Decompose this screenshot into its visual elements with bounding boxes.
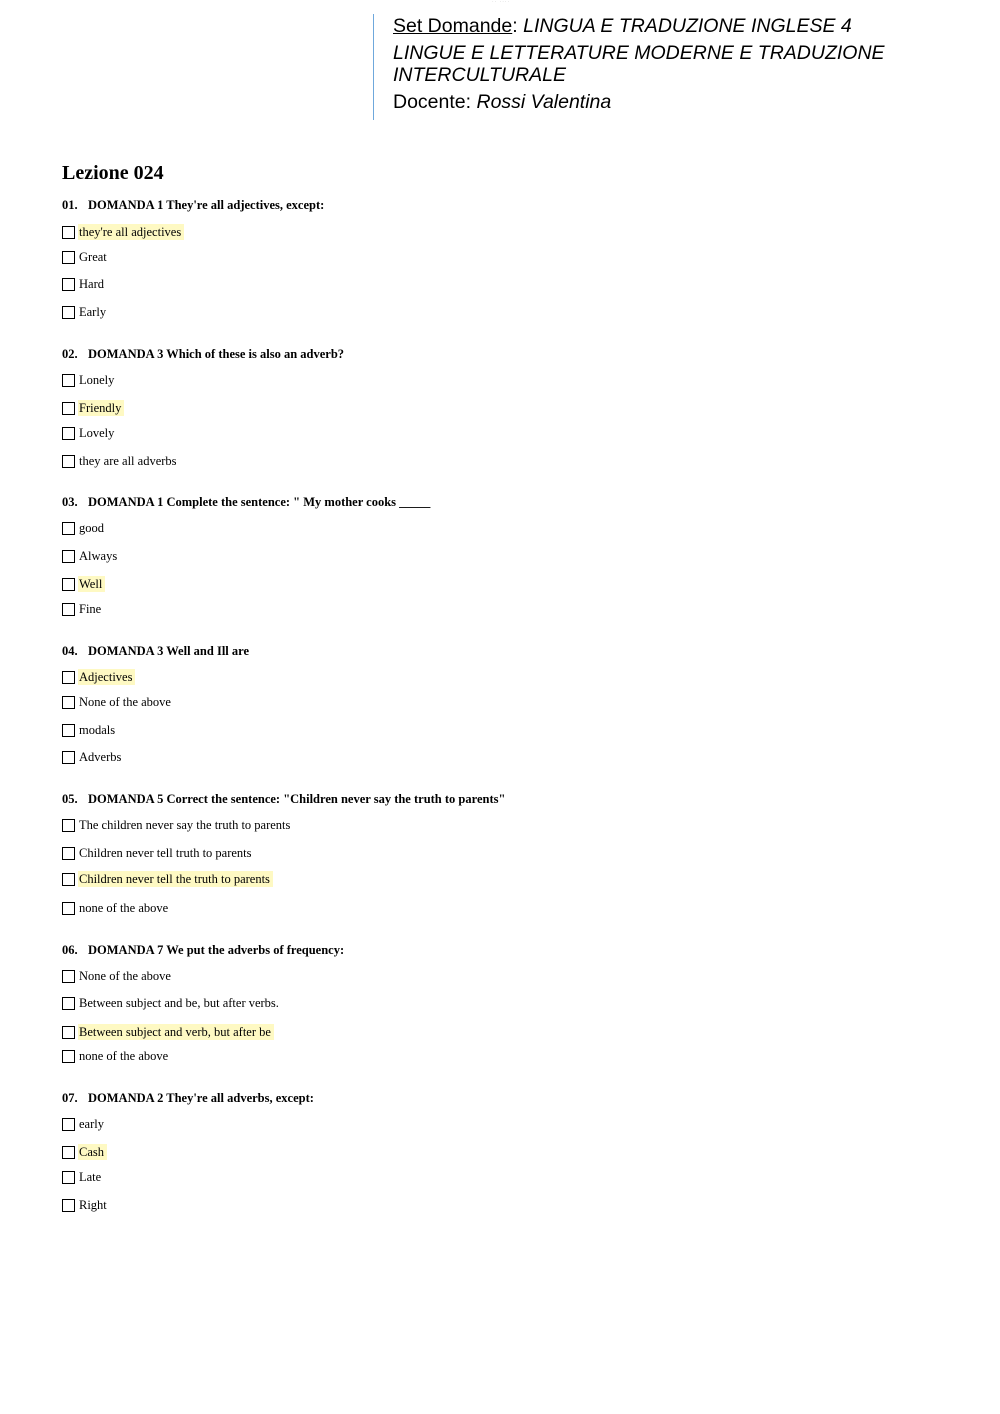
- checkbox[interactable]: [62, 819, 75, 832]
- answer-option[interactable]: [62, 399, 124, 417]
- teacher-label: Docente:: [393, 91, 472, 113]
- answer-option[interactable]: [62, 275, 107, 293]
- option-text: none of the above: [79, 901, 169, 915]
- question-title: [62, 789, 942, 809]
- option-text: Cash: [78, 1144, 107, 1160]
- answer-option[interactable]: [62, 693, 174, 711]
- answer-option[interactable]: [62, 816, 293, 834]
- option-text: Late: [79, 1170, 102, 1184]
- option-text: Well: [78, 576, 105, 592]
- answer-option[interactable]: [62, 303, 109, 321]
- teacher-line: [393, 91, 903, 113]
- option-text: modals: [79, 723, 116, 737]
- answer-option[interactable]: [62, 547, 120, 565]
- answer-option[interactable]: [62, 223, 184, 241]
- set-label: Set Domande: [393, 15, 513, 37]
- question-title: [62, 1088, 942, 1108]
- checkbox[interactable]: [62, 278, 75, 291]
- option-text: none of the above: [79, 1049, 169, 1063]
- option-text: they are all adverbs: [79, 454, 177, 468]
- checkbox[interactable]: [62, 522, 75, 535]
- top-marker: ·· ····: [492, 0, 511, 5]
- answer-option[interactable]: [62, 844, 255, 862]
- checkbox[interactable]: [62, 751, 75, 764]
- option-text: Lovely: [79, 426, 115, 440]
- answer-option[interactable]: [62, 600, 104, 618]
- option-text: Always: [79, 549, 118, 563]
- checkbox[interactable]: [62, 1050, 75, 1063]
- option-text: Great: [79, 250, 107, 264]
- checkbox[interactable]: [62, 671, 75, 684]
- option-text: Adverbs: [79, 750, 122, 764]
- question-02: [62, 344, 942, 468]
- program-name: LINGUE E LETTERATURE MODERNE E TRADUZIONE INTERCULTURALE: [393, 42, 885, 86]
- question-text: DOMANDA 7 We put the adverbs of frequency:: [88, 943, 345, 957]
- question-title: [62, 940, 942, 960]
- option-text: Right: [79, 1198, 107, 1212]
- answer-option[interactable]: [62, 519, 107, 537]
- checkbox[interactable]: [62, 374, 75, 387]
- question-number: 03.: [62, 495, 78, 509]
- answer-option[interactable]: [62, 248, 110, 266]
- answer-option[interactable]: [62, 870, 273, 888]
- option-text: Adjectives: [78, 669, 135, 685]
- checkbox[interactable]: [62, 1146, 75, 1159]
- question-title: [62, 344, 942, 364]
- answer-option[interactable]: [62, 1115, 107, 1133]
- checkbox[interactable]: [62, 1171, 75, 1184]
- answer-option[interactable]: [62, 1047, 171, 1065]
- checkbox[interactable]: [62, 578, 75, 591]
- document-header: [373, 14, 914, 120]
- checkbox[interactable]: [62, 902, 75, 915]
- answer-option[interactable]: [62, 967, 174, 985]
- checkbox[interactable]: [62, 1199, 75, 1212]
- question-03: [62, 492, 942, 616]
- checkbox[interactable]: [62, 550, 75, 563]
- checkbox[interactable]: [62, 402, 75, 415]
- question-text: DOMANDA 1 Complete the sentence: " My mother cooks _____: [88, 495, 431, 509]
- question-text: DOMANDA 3 Well and Ill are: [88, 644, 250, 658]
- answer-option[interactable]: [62, 668, 135, 686]
- course-line: [393, 15, 903, 37]
- teacher-name: Rossi Valentina: [476, 91, 612, 113]
- option-text: Children never tell the truth to parents: [78, 871, 273, 887]
- question-number: 07.: [62, 1091, 78, 1105]
- answer-option[interactable]: [62, 1168, 104, 1186]
- answer-option[interactable]: [62, 575, 105, 593]
- question-text: DOMANDA 2 They're all adverbs, except:: [88, 1091, 314, 1105]
- checkbox[interactable]: [62, 1026, 75, 1039]
- option-text: Friendly: [78, 400, 124, 416]
- option-text: Lonely: [79, 373, 115, 387]
- answer-option[interactable]: [62, 1196, 110, 1214]
- checkbox[interactable]: [62, 724, 75, 737]
- answer-option[interactable]: [62, 899, 171, 917]
- question-number: 04.: [62, 644, 78, 658]
- question-text: DOMANDA 5 Correct the sentence: "Children never say the truth to parents": [88, 792, 506, 806]
- question-text: DOMANDA 1 They're all adjectives, except:: [88, 198, 325, 212]
- checkbox[interactable]: [62, 603, 75, 616]
- option-text: they're all adjectives: [78, 224, 184, 240]
- option-text: The children never say the truth to parents: [79, 818, 291, 832]
- question-05: [62, 789, 942, 915]
- option-text: good: [79, 521, 104, 535]
- answer-option[interactable]: [62, 452, 180, 470]
- answer-option[interactable]: [62, 1023, 274, 1041]
- set-separator: :: [512, 15, 518, 37]
- answer-option[interactable]: [62, 371, 117, 389]
- checkbox[interactable]: [62, 251, 75, 264]
- option-text: Between subject and be, but after verbs.: [79, 996, 279, 1010]
- option-text: None of the above: [79, 969, 171, 983]
- course-name: LINGUA E TRADUZIONE INGLESE 4: [523, 15, 852, 37]
- option-text: None of the above: [79, 695, 171, 709]
- question-number: 06.: [62, 943, 78, 957]
- lesson-title: Lezione 024: [62, 162, 164, 184]
- option-text: early: [79, 1117, 104, 1131]
- checkbox[interactable]: [62, 873, 75, 886]
- checkbox[interactable]: [62, 970, 75, 983]
- question-07: [62, 1088, 942, 1212]
- checkbox[interactable]: [62, 226, 75, 239]
- question-06: [62, 940, 942, 1063]
- checkbox[interactable]: [62, 1118, 75, 1131]
- question-04: [62, 641, 942, 764]
- question-01: [62, 195, 942, 319]
- answer-option[interactable]: [62, 721, 118, 739]
- option-text: Children never tell truth to parents: [79, 846, 252, 860]
- answer-option[interactable]: [62, 994, 282, 1012]
- checkbox[interactable]: [62, 427, 75, 440]
- checkbox[interactable]: [62, 847, 75, 860]
- question-title: [62, 195, 942, 215]
- option-text: Between subject and verb, but after be: [78, 1024, 274, 1040]
- question-title: [62, 641, 942, 661]
- option-text: Fine: [79, 602, 102, 616]
- checkbox[interactable]: [62, 455, 75, 468]
- question-title: [62, 492, 942, 512]
- question-number: 02.: [62, 347, 78, 361]
- answer-option[interactable]: [62, 1143, 107, 1161]
- answer-option[interactable]: [62, 748, 124, 766]
- checkbox[interactable]: [62, 306, 75, 319]
- question-number: 05.: [62, 792, 78, 806]
- option-text: Early: [79, 305, 107, 319]
- question-number: 01.: [62, 198, 78, 212]
- answer-option[interactable]: [62, 424, 117, 442]
- question-text: DOMANDA 3 Which of these is also an adverb?: [88, 347, 345, 361]
- checkbox[interactable]: [62, 997, 75, 1010]
- option-text: Hard: [79, 277, 104, 291]
- checkbox[interactable]: [62, 696, 75, 709]
